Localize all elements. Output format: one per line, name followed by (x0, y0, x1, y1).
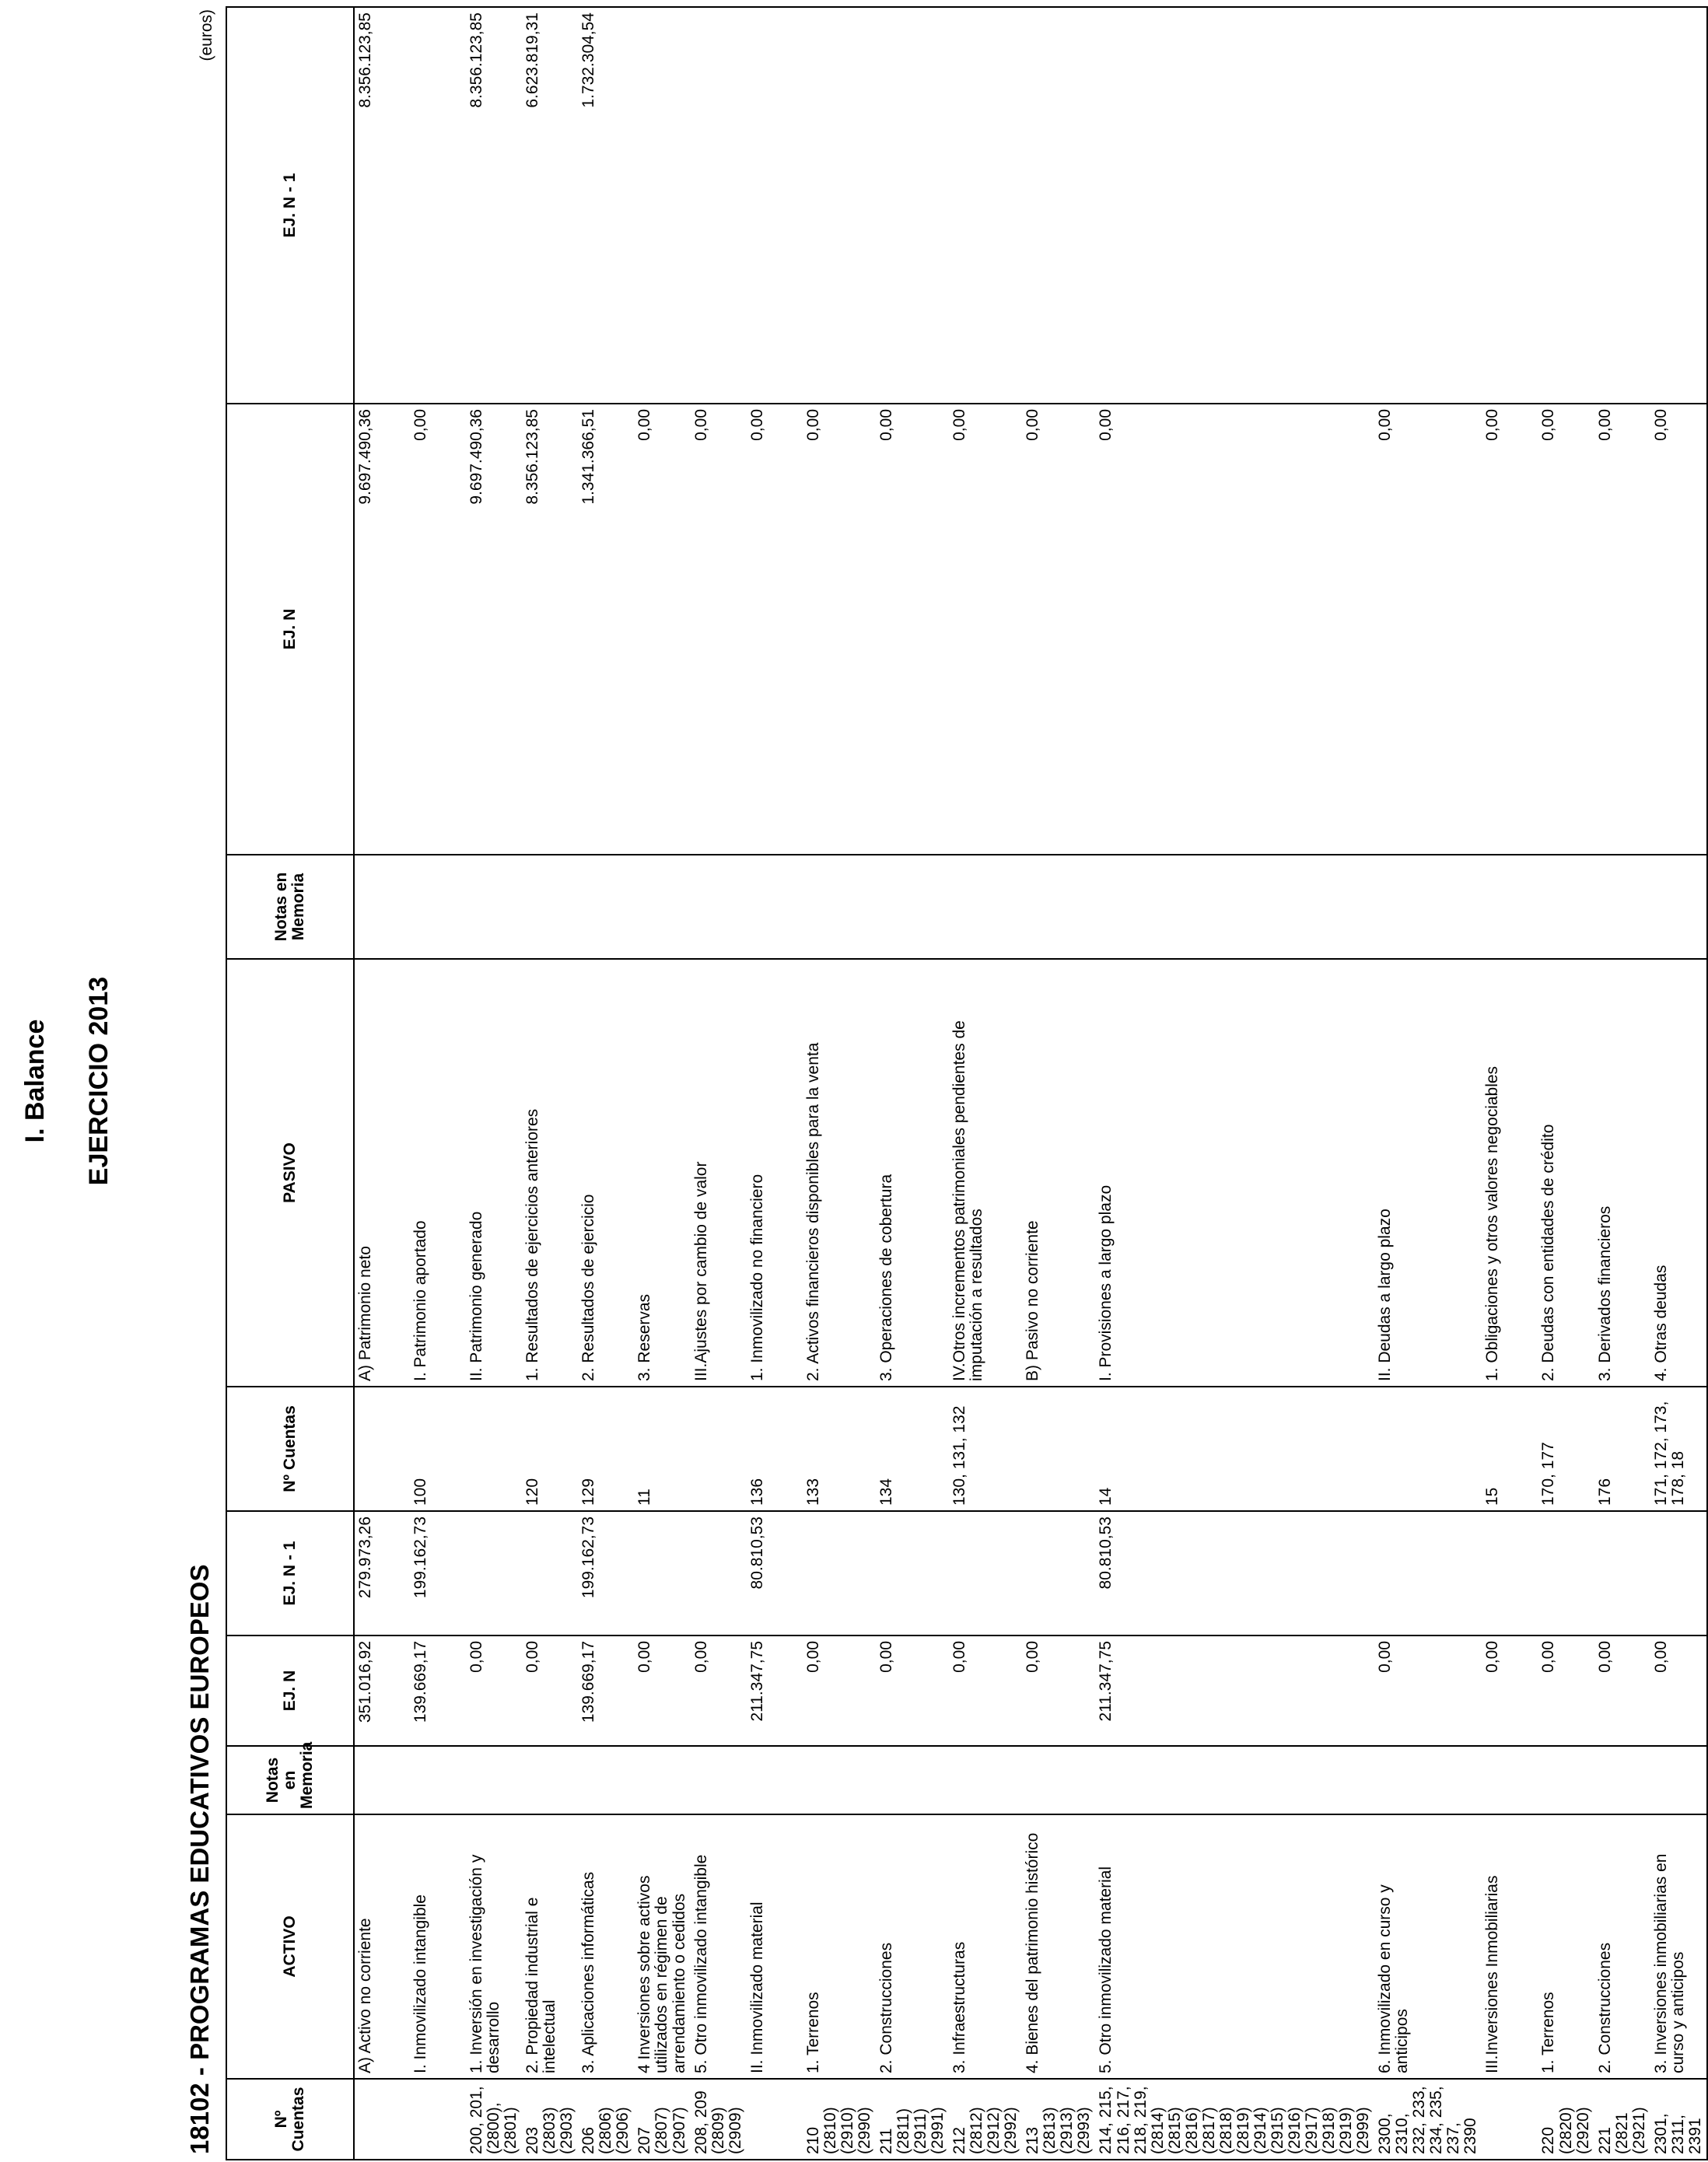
table-row (1095, 7, 1374, 2160)
page-title: I. Balance (20, 1019, 50, 1143)
pasivo-cuentas: 100 (410, 1387, 466, 1511)
activo-notas (691, 1746, 747, 1814)
pasivo-n1: 8.356.123,85 (354, 7, 410, 404)
col-pasivo-label: PASIVO (226, 959, 354, 1387)
pasivo-n: 0,00 (949, 404, 1022, 855)
pasivo-n: 1.341.366,51 (578, 404, 634, 855)
table-row (1482, 7, 1538, 2160)
pasivo-n1 (1095, 7, 1374, 404)
pasivo-notas (1022, 855, 1095, 959)
activo-label: III.Inversiones Inmobiliarias (1482, 1814, 1538, 2079)
pasivo-n: 0,00 (803, 404, 876, 855)
pasivo-cuentas: 134 (876, 1387, 949, 1511)
pasivo-label: 2. Activos financieros disponibles para la venta (803, 959, 876, 1387)
pasivo-n: 0,00 (1095, 404, 1374, 855)
activo-label: 1. Terrenos (803, 1814, 876, 2079)
pasivo-label: 1. Resultados de ejercicios anteriores (522, 959, 578, 1387)
pasivo-cuentas: 15 (1482, 1387, 1538, 1511)
table-row (634, 7, 690, 2160)
pasivo-label: 3. Derivados financieros (1594, 959, 1650, 1387)
pasivo-cuentas (691, 1387, 747, 1511)
table-row (876, 7, 949, 2160)
pasivo-label: 2. Deudas con entidades de crédito (1538, 959, 1594, 1387)
activo-n: 0,00 (1022, 1635, 1095, 1746)
col-pasivo-notas: Notas en Memoria (226, 855, 354, 959)
table-row (1538, 7, 1594, 2160)
pasivo-cuentas (354, 1387, 410, 1511)
col-activo-cuentas: Nº Cuentas (226, 2079, 354, 2160)
table-row (466, 7, 522, 2160)
activo-n: 0,00 (949, 1635, 1022, 1746)
activo-label: 6. Inmovilizado en curso y anticipos (1374, 1814, 1482, 2079)
activo-n1: 80.810,53 (747, 1511, 803, 1635)
pasivo-n1 (747, 7, 803, 404)
activo-label: I. Inmovilizado intangible (410, 1814, 466, 2079)
activo-n1 (691, 1511, 747, 1635)
activo-n1 (1538, 1511, 1594, 1635)
activo-n1: 199.162,73 (410, 1511, 466, 1635)
activo-cuentas: 203 (2803) (2903) (522, 2079, 578, 2160)
pasivo-cuentas (1022, 1387, 1095, 1511)
pasivo-n1 (803, 7, 876, 404)
activo-n: 0,00 (634, 1635, 690, 1746)
pasivo-n1 (1022, 7, 1095, 404)
table-row (1022, 7, 1095, 2160)
activo-notas (1482, 1746, 1538, 1814)
pasivo-n1 (691, 7, 747, 404)
activo-n: 139.669,17 (578, 1635, 634, 1746)
activo-label: 3. Inversiones inmobiliarias en curso y anticipos (1650, 1814, 1707, 2079)
activo-n1: 80.810,53 (1095, 1511, 1374, 1635)
pasivo-cuentas (466, 1387, 522, 1511)
pasivo-notas (691, 855, 747, 959)
col-pasivo-cuentas: Nº Cuentas (226, 1387, 354, 1511)
activo-n1 (803, 1511, 876, 1635)
pasivo-n1 (634, 7, 690, 404)
activo-notas (1650, 1746, 1707, 1814)
header-row (226, 7, 354, 2160)
table-row (522, 7, 578, 2160)
activo-n: 0,00 (876, 1635, 949, 1746)
activo-cuentas: 210 (2810) (2910) (2990) (803, 2079, 876, 2160)
activo-n1 (522, 1511, 578, 1635)
activo-n1 (1594, 1511, 1650, 1635)
pasivo-notas (1650, 855, 1707, 959)
pasivo-cuentas: 171, 172, 173, 178, 18 (1650, 1387, 1707, 1511)
activo-label: 2. Propiedad industrial e intelectual (522, 1814, 578, 2079)
activo-cuentas: 214, 215, 216, 217, 218, 219, (2814) (2815) (2816) (2817) (2818) (2819) (2914) (2915) (2916) (2917) (2918) (2919) (2999) (1095, 2079, 1374, 2160)
table-row (691, 7, 747, 2160)
pasivo-notas (522, 855, 578, 959)
activo-notas (747, 1746, 803, 1814)
pasivo-n: 0,00 (1594, 404, 1650, 855)
pasivo-label: II. Deudas a largo plazo (1374, 959, 1482, 1387)
activo-n1 (1482, 1511, 1538, 1635)
activo-label: 1. Terrenos (1538, 1814, 1594, 2079)
activo-cuentas: 221 (2821 (2921) (1594, 2079, 1650, 2160)
activo-notas (354, 1746, 410, 1814)
activo-notas (1022, 1746, 1095, 1814)
activo-cuentas (747, 2079, 803, 2160)
pasivo-n: 0,00 (1538, 404, 1594, 855)
activo-label: 4 Inversiones sobre activos utilizados en régimen de arrendamiento o cedidos (634, 1814, 690, 2079)
pasivo-notas (466, 855, 522, 959)
activo-cuentas (1482, 2079, 1538, 2160)
activo-cuentas: 208, 209 (2809) (2909) (691, 2079, 747, 2160)
table-row (1594, 7, 1650, 2160)
activo-label: 1. Inversión en investigación y desarrollo (466, 1814, 522, 2079)
activo-notas (578, 1746, 634, 1814)
activo-n1 (876, 1511, 949, 1635)
activo-notas (410, 1746, 466, 1814)
activo-notas (876, 1746, 949, 1814)
activo-label: 2. Construcciones (876, 1814, 949, 2079)
pasivo-label: 1. Obligaciones y otros valores negociables (1482, 959, 1538, 1387)
pasivo-n1 (1538, 7, 1594, 404)
activo-label: 5. Otro inmovilizado material (1095, 1814, 1374, 2079)
pasivo-cuentas: 130, 131, 132 (949, 1387, 1022, 1511)
pasivo-n: 0,00 (1482, 404, 1538, 855)
activo-n: 0,00 (1374, 1635, 1482, 1746)
col-activo-notas: Notas en Memoria (226, 1746, 354, 1814)
pasivo-notas (410, 855, 466, 959)
activo-label: 3. Aplicaciones informáticas (578, 1814, 634, 2079)
activo-notas (1374, 1746, 1482, 1814)
col-activo-n: EJ. N (226, 1635, 354, 1746)
units-label: (euros) (198, 9, 215, 61)
pasivo-label: II. Patrimonio generado (466, 959, 522, 1387)
col-pasivo-n1: EJ. N - 1 (226, 7, 354, 404)
activo-cuentas: 220 (2820) (2920) (1538, 2079, 1594, 2160)
pasivo-label: I. Provisiones a largo plazo (1095, 959, 1374, 1387)
pasivo-label: 1. Inmovilizado no financiero (747, 959, 803, 1387)
activo-n: 351.016,92 (354, 1635, 410, 1746)
pasivo-n: 0,00 (1374, 404, 1482, 855)
activo-notas (803, 1746, 876, 1814)
entity-name: 18102 - PROGRAMAS EDUCATIVOS EUROPEOS (185, 1564, 214, 2154)
pasivo-notas (1594, 855, 1650, 959)
table-row (1650, 7, 1707, 2160)
pasivo-notas (1538, 855, 1594, 959)
activo-n1: 199.162,73 (578, 1511, 634, 1635)
pasivo-n: 0,00 (876, 404, 949, 855)
pasivo-label: III.Ajustes por cambio de valor (691, 959, 747, 1387)
activo-n: 0,00 (522, 1635, 578, 1746)
col-activo-label: ACTIVO (226, 1814, 354, 2079)
pasivo-n: 0,00 (691, 404, 747, 855)
pasivo-cuentas: 14 (1095, 1387, 1374, 1511)
activo-notas (522, 1746, 578, 1814)
pasivo-n1: 6.623.819,31 (522, 7, 578, 404)
pasivo-label: 3. Reservas (634, 959, 690, 1387)
pasivo-n1 (1650, 7, 1707, 404)
activo-notas (1095, 1746, 1374, 1814)
activo-n: 0,00 (466, 1635, 522, 1746)
activo-cuentas: 212 (2812) (2912) (2992) (949, 2079, 1022, 2160)
pasivo-notas (634, 855, 690, 959)
activo-cuentas: 206 (2806) (2906) (578, 2079, 634, 2160)
table-row (747, 7, 803, 2160)
activo-label: II. Inmovilizado material (747, 1814, 803, 2079)
pasivo-n: 0,00 (410, 404, 466, 855)
pasivo-notas (578, 855, 634, 959)
pasivo-cuentas: 170, 177 (1538, 1387, 1594, 1511)
activo-n1: 279.973,26 (354, 1511, 410, 1635)
activo-cuentas (410, 2079, 466, 2160)
pasivo-label: 2. Resultados de ejercicio (578, 959, 634, 1387)
pasivo-n1 (1374, 7, 1482, 404)
pasivo-n: 0,00 (747, 404, 803, 855)
table-row (949, 7, 1022, 2160)
pasivo-cuentas: 11 (634, 1387, 690, 1511)
activo-n1 (1374, 1511, 1482, 1635)
pasivo-label: A) Patrimonio neto (354, 959, 410, 1387)
pasivo-n: 0,00 (1650, 404, 1707, 855)
pasivo-notas (1095, 855, 1374, 959)
table-row (578, 7, 634, 2160)
pasivo-n1 (949, 7, 1022, 404)
activo-label: 2. Construcciones (1594, 1814, 1650, 2079)
table-row (354, 7, 410, 2160)
activo-n1 (634, 1511, 690, 1635)
pasivo-notas (949, 855, 1022, 959)
activo-label: 4. Bienes del patrimonio histórico (1022, 1814, 1095, 2079)
activo-label: 5. Otro inmovilizado intangible (691, 1814, 747, 2079)
activo-notas (634, 1746, 690, 1814)
activo-n: 211.347,75 (1095, 1635, 1374, 1746)
activo-notas (949, 1746, 1022, 1814)
exercise-title: EJERCICIO 2013 (84, 976, 114, 1186)
table-row (803, 7, 876, 2160)
activo-n: 0,00 (1594, 1635, 1650, 1746)
pasivo-cuentas: 176 (1594, 1387, 1650, 1511)
activo-n: 0,00 (1482, 1635, 1538, 1746)
activo-n1 (1022, 1511, 1095, 1635)
col-pasivo-n: EJ. N (226, 404, 354, 855)
table-row (1374, 7, 1482, 2160)
activo-cuentas: 2301, 2311, 2391 (1650, 2079, 1707, 2160)
pasivo-n: 8.356.123,85 (522, 404, 578, 855)
pasivo-n: 9.697.490,36 (466, 404, 522, 855)
activo-n: 0,00 (691, 1635, 747, 1746)
pasivo-cuentas (1374, 1387, 1482, 1511)
pasivo-label: IV.Otros incrementos patrimoniales pendientes de imputación a resultados (949, 959, 1022, 1387)
activo-n: 211.347,75 (747, 1635, 803, 1746)
pasivo-n1 (876, 7, 949, 404)
pasivo-n1 (410, 7, 466, 404)
activo-n1 (466, 1511, 522, 1635)
pasivo-cuentas: 133 (803, 1387, 876, 1511)
activo-n: 139.669,17 (410, 1635, 466, 1746)
pasivo-n1: 8.356.123,85 (466, 7, 522, 404)
pasivo-n1 (1482, 7, 1538, 404)
balance-table (226, 6, 1708, 2160)
activo-cuentas: 211 (2811) (2911) (2991) (876, 2079, 949, 2160)
activo-notas (1538, 1746, 1594, 1814)
activo-label: 3. Infraestructuras (949, 1814, 1022, 2079)
pasivo-notas (1482, 855, 1538, 959)
pasivo-notas (747, 855, 803, 959)
activo-n: 0,00 (1650, 1635, 1707, 1746)
activo-n: 0,00 (1538, 1635, 1594, 1746)
pasivo-notas (354, 855, 410, 959)
activo-n: 0,00 (803, 1635, 876, 1746)
activo-cuentas: 213 (2813) (2913) (2993) (1022, 2079, 1095, 2160)
pasivo-n1 (1594, 7, 1650, 404)
pasivo-cuentas: 120 (522, 1387, 578, 1511)
activo-cuentas: 2300, 2310, 232, 233, 234, 235, 237, 2390 (1374, 2079, 1482, 2160)
activo-notas (1594, 1746, 1650, 1814)
activo-n1 (1650, 1511, 1707, 1635)
activo-n1 (949, 1511, 1022, 1635)
pasivo-n: 0,00 (634, 404, 690, 855)
activo-notas (466, 1746, 522, 1814)
pasivo-notas (876, 855, 949, 959)
pasivo-label: B) Pasivo no corriente (1022, 959, 1095, 1387)
pasivo-n: 0,00 (1022, 404, 1095, 855)
activo-cuentas (354, 2079, 410, 2160)
pasivo-n1: 1.732.304,54 (578, 7, 634, 404)
pasivo-cuentas: 136 (747, 1387, 803, 1511)
balance-body (354, 7, 1707, 2160)
pasivo-notas (1374, 855, 1482, 959)
pasivo-cuentas: 129 (578, 1387, 634, 1511)
pasivo-label: I. Patrimonio aportado (410, 959, 466, 1387)
activo-label: A) Activo no corriente (354, 1814, 410, 2079)
col-activo-n1: EJ. N - 1 (226, 1511, 354, 1635)
pasivo-label: 4. Otras deudas (1650, 959, 1707, 1387)
activo-cuentas: 200, 201, (2800), (2801) (466, 2079, 522, 2160)
table-row (410, 7, 466, 2160)
pasivo-n: 9.697.490,36 (354, 404, 410, 855)
pasivo-label: 3. Operaciones de cobertura (876, 959, 949, 1387)
activo-cuentas: 207 (2807) (2907) (634, 2079, 690, 2160)
pasivo-notas (803, 855, 876, 959)
